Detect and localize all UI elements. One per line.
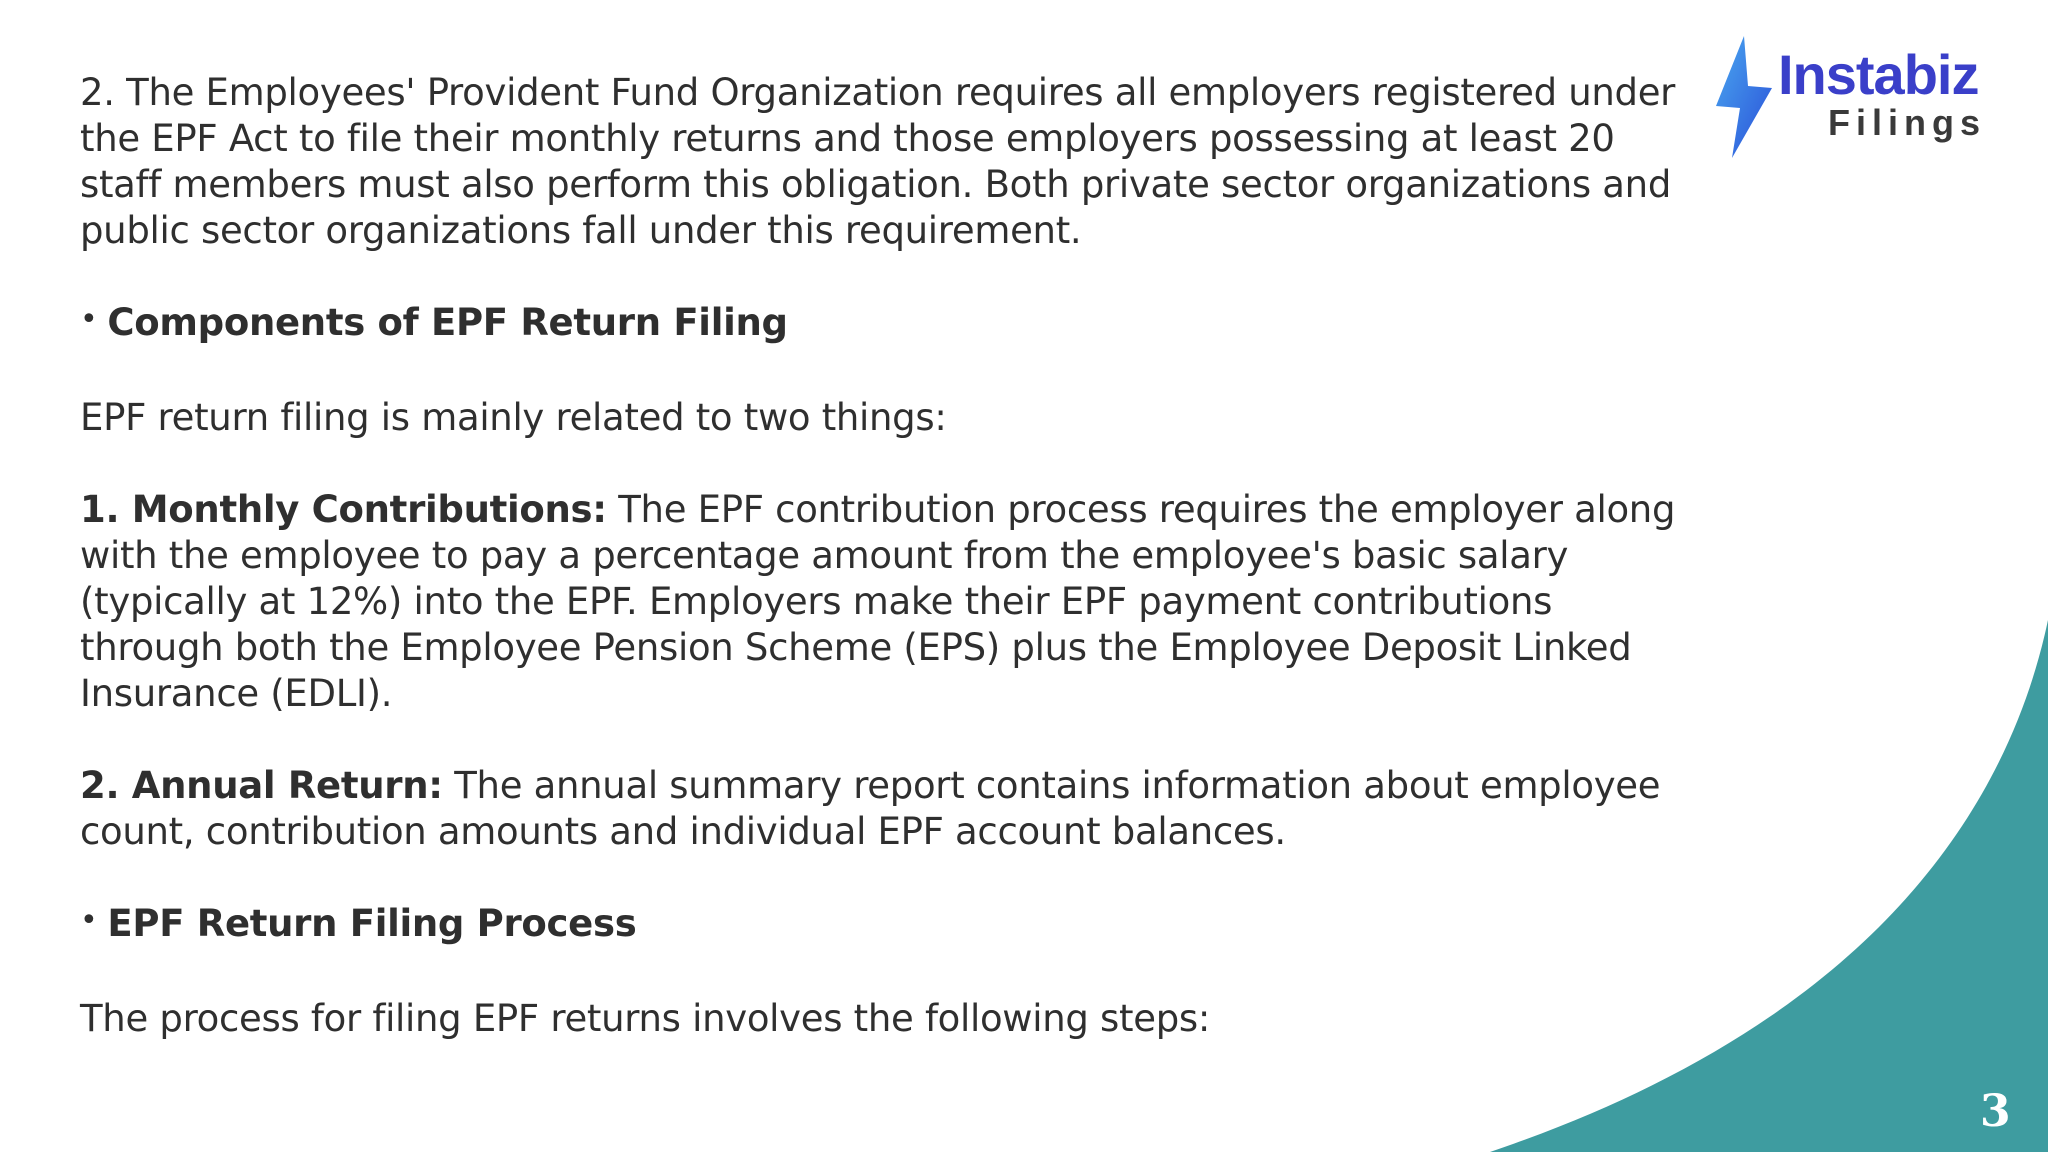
item-label: 2. Annual Return: bbox=[80, 764, 443, 807]
heading-text: EPF Return Filing Process bbox=[107, 902, 637, 945]
section-heading-process bbox=[80, 901, 1700, 950]
section-heading-components bbox=[80, 300, 1700, 349]
spacer bbox=[80, 950, 1700, 996]
slide-content bbox=[80, 70, 1700, 1042]
spacer bbox=[80, 349, 1700, 395]
spacer bbox=[80, 441, 1700, 487]
item-text: The annual summary report contains information about employee count, contribution amounts and individual EPF account balances. bbox=[80, 764, 1661, 853]
spacer bbox=[80, 254, 1700, 300]
page-number: 3 bbox=[1980, 1086, 2011, 1137]
intro-paragraph: 2. The Employees' Provident Fund Organization requires all employers registered under the EPF Act to file their monthly returns and those employers possessing at least 20 staff members must also perform this obligation. Both private sector organizations and public sector organizations fall under this requirement. bbox=[80, 71, 1676, 252]
item-label: 1. Monthly Contributions: bbox=[80, 488, 607, 531]
item-monthly-contributions bbox=[80, 487, 1700, 717]
logo-brand-bottom: Filings bbox=[1828, 102, 1986, 143]
item-annual-return bbox=[80, 763, 1700, 855]
logo-brand-top: Instabiz bbox=[1778, 43, 1979, 106]
closing-paragraph: The process for filing EPF returns involves the following steps: bbox=[80, 997, 1211, 1040]
item-text: The EPF contribution process requires the employer along with the employee to pay a percentage amount from the employee's basic salary (typically at 12%) into the EPF. Employers make their EPF payment contributions through both the Employee Pension Scheme (EPS) plus the Employee Deposit Linked Insurance (EDLI). bbox=[80, 488, 1676, 715]
lead-paragraph: EPF return filing is mainly related to two things: bbox=[80, 396, 947, 439]
bullet-icon: • bbox=[80, 302, 98, 337]
spacer bbox=[80, 717, 1700, 763]
bullet-icon: • bbox=[80, 903, 98, 938]
spacer bbox=[80, 855, 1700, 901]
company-logo bbox=[1710, 34, 2010, 164]
heading-text: Components of EPF Return Filing bbox=[107, 301, 788, 344]
